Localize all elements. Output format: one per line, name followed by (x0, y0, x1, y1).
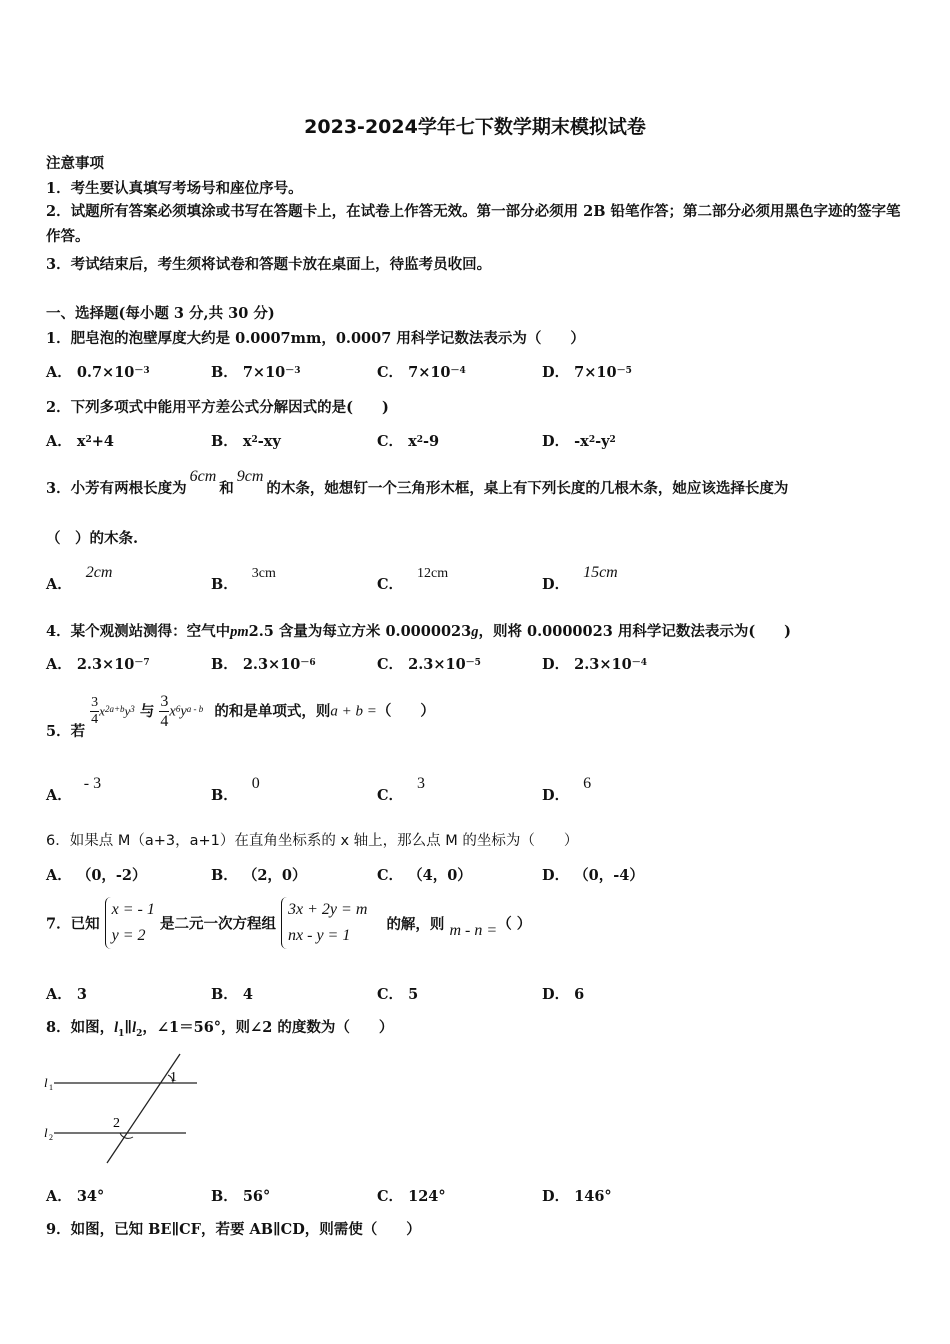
parallel-lines-figure (40, 1048, 210, 1170)
q7-option-d: D． 6 (542, 986, 585, 1003)
question-2-stem: 2．下列多项式中能用平方差公式分解因式的是( ) (46, 399, 389, 416)
equation-system: 3x + 2y = m nx - y = 1 (281, 897, 367, 949)
q8-option-d: D． 146° (542, 1188, 612, 1205)
question-5-stem: 5．若 $\frac{3}{4}$ $x^{2a+b}y^3$ 与 $\frac{3}{4}$ $x^6y^{a - b}$ 的和是单项式，则a + b =（ ） (46, 693, 435, 740)
solution-system: x = - 1 y = 2 (105, 897, 155, 949)
section-heading: 一、选择题(每小题 3 分,共 30 分) (46, 305, 275, 322)
q6-option-d: D． （0，-4） (542, 867, 644, 884)
length-9cm: 9cm (236, 468, 264, 485)
q5-option-a: A．- 3 (46, 775, 102, 804)
q8-option-b: B． 56° (211, 1188, 271, 1205)
question-9-stem: 9．如图，已知 BE∥CF，若要 AB∥CD，则需使（ ） (46, 1221, 421, 1238)
label-angle-2: 2 (113, 1116, 120, 1131)
label-l1-sub: 1 (49, 1083, 53, 1092)
length-6cm: 6cm (189, 468, 217, 485)
q4-option-a: A． $2.3\times 10^{-7}$ (46, 656, 150, 673)
q5-option-d: D．6 (542, 775, 592, 804)
question-6-stem: 6．如果点 M（a+3，a+1）在直角坐标系的 x 轴上，那么点 M 的坐标为（ ） (46, 833, 579, 849)
fraction-three-quarters: $\frac{3}{4}$ (91, 695, 99, 727)
q3-option-a: A．2cm (46, 564, 113, 593)
label-angle-1: 1 (170, 1070, 177, 1085)
label-l1: l (44, 1075, 48, 1090)
notice-item: 3．考试结束后，考生须将试卷和答题卡放在桌面上，待监考员收回。 (46, 256, 492, 273)
q1-option-d: D． $7\times 10^{-5}$ (542, 364, 632, 381)
q2-option-a: A． $x^2+4$ (46, 433, 114, 450)
q1-option-c: C． $7\times 10^{-4}$ (377, 364, 466, 381)
q6-option-c: C． （4，0） (377, 867, 472, 884)
q4-option-c: C． $2.3\times 10^{-5}$ (377, 656, 481, 673)
fraction-three-quarters-2: $\frac{3}{4}$ (160, 693, 169, 730)
label-l2-sub: 2 (49, 1133, 53, 1142)
q3-option-d: D．15cm (542, 564, 618, 593)
notice-heading: 注意事项 (46, 155, 104, 172)
q7-option-a: A． 3 (46, 986, 87, 1003)
q1-option-b: B． $7\times 10^{-3}$ (211, 364, 301, 381)
q7-option-c: C． 5 (377, 986, 419, 1003)
q3-option-c: C．12cm (377, 566, 449, 593)
q7-option-b: B． 4 (211, 986, 253, 1003)
notice-item: 2．试题所有答案必须填涂或书写在答题卡上，在试卷上作答无效。第一部分必须用 2B 铅笔作答；第二部分必须用黑色字迹的签字笔作答。 (46, 203, 901, 245)
q5-option-b: B．0 (211, 775, 260, 804)
q1-option-a: A． $0.7\times 10^{-3}$ (46, 364, 150, 381)
q2-option-d: D． $-x^2-y^2$ (542, 433, 616, 450)
question-3-stem: 3．小芳有两根长度为6cm和9cm的木条，她想钉一个三角形木框，桌上有下列长度的几根木条，她应该选择长度为 (46, 468, 789, 497)
q2-option-c: C． $x^2-9$ (377, 433, 440, 450)
question-4-stem: 4．某个观测站测得：空气中pm2.5 含量为每立方米 0.0000023g，则将 0.0000023 用科学记数法表示为( ) (46, 623, 792, 640)
q3-option-b: B．3cm (211, 566, 276, 593)
question-7-stem: 7．已知 x = - 1 y = 2 是二元一次方程组 3x + 2y = m nx - y = 1 的解，则 m - n =（ ） (46, 897, 531, 949)
q4-option-d: D． $2.3\times 10^{-4}$ (542, 656, 647, 673)
q2-option-b: B． $x^2-xy$ (211, 433, 281, 450)
question-1-stem: 1．肥皂泡的泡壁厚度大约是 0.0007mm，0.0007 用科学记数法表示为（ ） (46, 330, 585, 347)
notice-item: 1．考生要认真填写考场号和座位序号。 (46, 180, 303, 197)
label-l2: l (44, 1125, 48, 1140)
q5-option-c: C．3 (377, 775, 426, 804)
question-3-line2: （ ）的木条. (46, 530, 139, 547)
q8-option-a: A． 34° (46, 1188, 105, 1205)
q8-option-c: C． 124° (377, 1188, 446, 1205)
q6-option-b: B． （2，0） (211, 867, 307, 884)
page-title: 2023-2024学年七下数学期末模拟试卷 (304, 116, 646, 138)
q6-option-a: A． （0，-2） (46, 867, 147, 884)
q4-option-b: B． $2.3\times 10^{-6}$ (211, 656, 316, 673)
question-8-stem: 8．如图，$l_1\parallel l_2$，∠1＝56°，则∠2 的度数为（ ） (46, 1019, 394, 1039)
